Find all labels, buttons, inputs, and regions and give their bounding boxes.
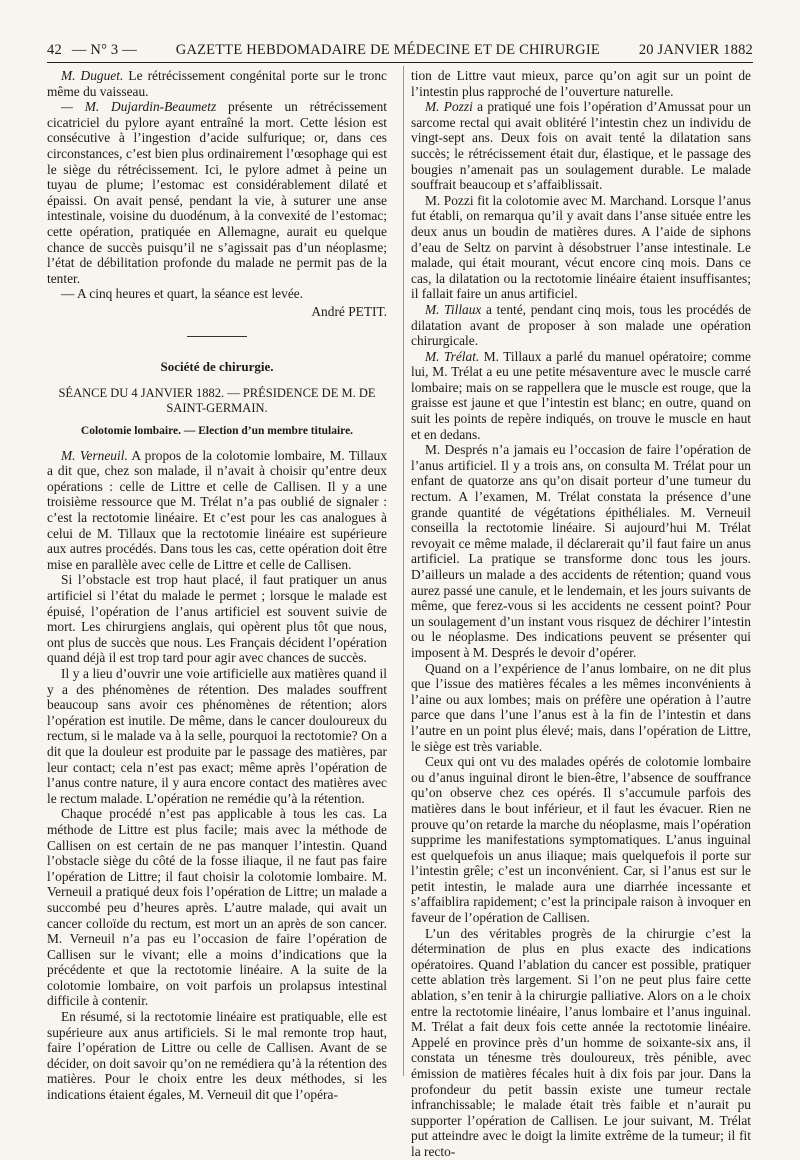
paragraph: tion de Littre vaut mieux, parce qu’on agit sur un point de l’intestin plus rapproché de l’ouverture naturelle. xyxy=(411,68,751,99)
paragraph-text: Le rétrécissement congénital porte sur le tronc même du vaisseau. xyxy=(47,68,387,99)
paragraph-text: A propos de la colotomie lombaire, M. Tillaux a dit que, chez son malade, il n’avait à choisir qu’entre deux opérations : celle de Littre et celle de Callisen. Il y a une troisième ressource que M. Trélat n’a pas oublié de signaler : c’est la rectotomie linéaire. Et c’est pour les cas analogues à celui de M. Tillaux que la rectotomie linéaire est supérieure aux autres procédés. Dans tous les cas, cette opération doit être mise en parallèle avec celle de Littre et celle de Callisen. xyxy=(47,447,388,572)
speaker-name: M. Verneuil. xyxy=(61,447,128,463)
paragraph: L’un des véritables progrès de la chirurgie c’est la détermination de plus en plus exacte des indications opératoires. Quand l’ablation du cancer est possible, pratiquer cette ablation très largement. Si l’on ne peut plus faire cette ablation, s’en tenir à la chirurgie palliative. Alors on a le choix entre la rectotomie linéaire, l’anus lombaire et l’anus inguinal. M. Trélat a fait deux fois cette année la rectotomie linéaire. Appelé en province près d’un homme de soixante-six ans, il constata un ténesme très douloureux, très pénible, avec émission de matières fécales huit à dix fois par jour. Dans la profondeur du petit bassin existe une tumeur rectale infranchissable; le malade était très faible et n’aurait pu supporter l’opération de Callisen. Le jour suivant, M. Trélat put atteindre avec le doigt la limite extrême de la tumeur; il fit la recto- xyxy=(411,925,751,1159)
paragraph-text: M. Tillaux a parlé du manuel opératoire; comme lui, M. Trélat a eu une petite mésaventure avec le muscle carré lombaire; mais on se rappellera que le muscle est rouge, que la graisse est jaune et que l’intestin est blanc; en outre, quand on suit les points de repère indiqués, on trouve le muscle en haut et en dedans. xyxy=(411,348,751,442)
paragraph xyxy=(411,349,751,443)
paragraph xyxy=(47,68,387,99)
right-column xyxy=(411,68,751,1159)
paragraph: Ceux qui ont vu des malades opérés de colotomie lombaire ou d’anus inguinal diront le bien-être, l’absence de souffrance qu’on observe chez ces opérés. Il s’accumule parfois des matières dans le bout inférieur, et il faut les évacuer. Rien ne prouve qu’on retarde la marche du néoplasme, mais l’opération supprime les manifestations symptomatiques. L’anus inguinal est quelquefois un anus iliaque; mais quelquefois il porte sur l’intestin grêle; c’est un inconvénient. Car, si l’anus est sur le petit intestin, le malade aura une diarrhée incessante et s’affaiblira rapidement; c’est la principale raison à invoquer en faveur de l’opération de Callisen. xyxy=(411,754,751,926)
speaker-name: M. Trélat. xyxy=(425,348,480,364)
session-heading: SÉANCE DU 4 JANVIER 1882. — PRÉSIDENCE DE M. DE SAINT-GERMAIN. xyxy=(58,386,376,416)
signature: André PETIT. xyxy=(311,303,387,319)
paragraph: M. Pozzi fit la colotomie avec M. Marchand. Lorsque l’anus fut établi, on remarqua qu’il y avait dans l’anse située entre les deux anus un boudin de matières dures. A l’aide de siphons d’eau de Seltz on parvint à désobstruer l’anse intestinale. Le malade, qui était mourant, vécut encore cinq mois. Dans ce cas, la dilatation ou la rectotomie linéaire étaient insuffisantes; il fallait faire un anus artificiel. xyxy=(411,192,751,302)
header-rule xyxy=(47,62,753,63)
journal-title: GAZETTE HEBDOMADAIRE DE MÉDECINE ET DE CHIRURGIE xyxy=(175,41,600,58)
left-column xyxy=(47,68,388,1103)
paragraph-text: a tenté, pendant cinq mois, tous les procédés de dilatation avant de proposer à son malade une opération chirurgicale. xyxy=(411,301,751,349)
section-separator xyxy=(187,336,247,337)
header-left xyxy=(47,42,137,59)
paragraph: M. Després n’a jamais eu l’occasion de faire l’opération de l’anus artificiel. Il y a trois ans, on consulta M. Trélat pour un enfant de quatorze ans qu’on disait porteur d’une tumeur du rectum. A l’examen, M. Trélat constata la présence d’une grande quantité de végétations épithéliales. M. Verneuil conseilla la rectotomie linéaire. Si aujourd’hui M. Trélat revoyait ce même malade, il déclarerait qu’il faut faire un anus artificiel. La pratique se transforme donc tous les jours. D’ailleurs un malade a des accidents de rétention; quand vous aurez passé une canule, et le lendemain, et les jours suivants de même, que ferez-vous si les accidents ne cessent point? Pour un soulagement d’un instant vous risquez de déchirer l’intestin ou le néoplasme. Des indications peuvent se présenter qui imposent à M. Després le devoir d’opérer. xyxy=(411,442,751,660)
paragraph xyxy=(47,99,387,286)
issue-number: — N° 3 — xyxy=(71,41,137,58)
speaker-name: M. Duguet. xyxy=(61,68,124,83)
paragraph: Il y a lieu d’ouvrir une voie artificielle aux matières quand il y a des phénomènes de rétention. Des malades souffrent beaucoup sans avoir ces phénomènes de rétention; alors l’opération est inutile. De même, dans le cancer douloureux du rectum, si le malade va à la selle, pourquoi la rectotomie? On a dit que la douleur est produite par le passage des matières, par leur contact; cela n’est pas exact; même après l’opération de l’anus contre nature, il y aura encore contact des matières avec le rectum malade. L’opération ne remédie qu’à la rétention. xyxy=(47,666,387,806)
paragraph-text: présente un rétrécissement cicatriciel du pylore ayant entraîné la mort. Cette lésion est consécutive à l’ingestion d’acide sulfurique; or, dans ces circonstances, c’est bien plus ordinairement l’œsophage qui est le siège du rétrécissement. Ici, le pylore admet à peine un tuyau de plume; l’estomac est considérablement dilaté et épaissi. On avait pensé, pendant la vie, à suturer une anse intestinale, voisine du duodénum, à la convexité de l’estomac; cette opération, pratiquée en Allemagne, aurait eu quelque chance de succès puisqu’il ne s’agissait pas d’un néoplasme; l’état de débilitation profonde du malade ne permit pas de la tenter. xyxy=(47,99,387,286)
paragraph: Chaque procédé n’est pas applicable à tous les cas. La méthode de Littre est plus facile; mais avec la méthode de Callisen on est certain de ne pas manquer l’intestin. Quand l’obstacle siège du côté de la fosse iliaque, il ne faut pas faire l’opération de Littre; il faut choisir la colotomie lombaire. M. Verneuil a pratiqué deux fois l’opération de Littre; un malade a succombé peu d’heures après. L’autre malade, qui avait un cancer colloïde du rectum, est mort un an après de son cancer. M. Verneuil n’a pas eu l’occasion de faire l’opération de Callisen sur le vivant; elle a moins d’indications que la précédente et que la rectotomie linéaire. A la suite de la colotomie lombaire, on voit parfois un prolapsus intestinal difficile à contenir. xyxy=(47,806,387,1009)
paragraph: — A cinq heures et quart, la séance est levée. xyxy=(61,286,304,302)
paragraph xyxy=(47,448,387,573)
page-header xyxy=(47,40,753,60)
paragraph xyxy=(411,99,751,193)
paragraph: En résumé, si la rectotomie linéaire est pratiquable, elle est supérieure aux anus artificiels. Si le mal remonte trop haut, faire l’opération de Littre ou celle de Callisen. Avant de se décider, on doit savoir qu’on ne remédiera qu’à la rétention des matières. Pour le choix entre les deux méthodes, si les indications étaient égales, M. Verneuil dit que l’opéra- xyxy=(47,1009,387,1103)
column-divider xyxy=(403,66,404,1076)
society-title: Société de chirurgie. xyxy=(160,358,274,374)
speaker-name: M. Tillaux xyxy=(425,301,482,317)
paragraph: Quand on a l’expérience de l’anus lombaire, on ne dit plus que l’issue des matières fécales a les mêmes inconvénients à l’aine ou aux lombes; mais on préfère une opération à l’autre parce que dans l’une l’anus est à la fin de l’intestin et dans l’autre en un point plus élevé; mais, dans l’opération de Littre, le siège est très variable. xyxy=(411,660,751,754)
paragraph: Si l’obstacle est trop haut placé, il faut pratiquer un anus artificiel si l’état du malade le permet ; lorsque le malade est épuisé, l’opération de l’anus artificiel est souvent suivie de mort. Les chirurgiens anglais, qui opèrent plus tôt que nous, ont plus de succès que nous. Les Français décident l’opération quand déjà il est trop tard pour agir avec chances de succès. xyxy=(47,572,387,666)
page-number: 42 xyxy=(47,41,62,58)
session-subtitle: Colotomie lombaire. — Election d’un membre titulaire. xyxy=(80,425,354,438)
speaker-name: — M. Dujardin-Beaumetz xyxy=(61,99,217,115)
paragraph xyxy=(411,302,751,349)
paragraph-text: a pratiqué une fois l’opération d’Amussat pour un sarcome rectal qui avait oblitéré l’intestin chez un individu de vingt-sept ans. Deux fois on avait tenté la dilatation sans succès; le rétrécissement était dur, élastique, et le passage des bougies n’amenait pas un soulagement durable. Le malade souffrait beaucoup et s’affaiblissait. xyxy=(411,99,751,193)
speaker-name: M. Pozzi xyxy=(425,99,473,115)
issue-date: 20 JANVIER 1882 xyxy=(638,41,753,58)
